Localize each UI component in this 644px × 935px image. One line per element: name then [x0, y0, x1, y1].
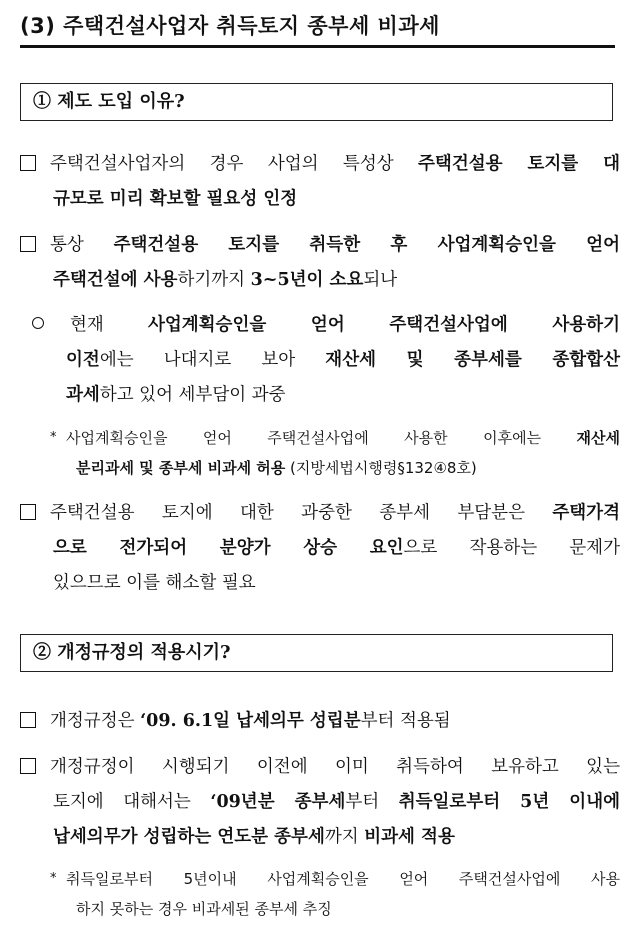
section2-heading-box: [20, 634, 613, 672]
asterisk-icon: *: [50, 430, 57, 445]
asterisk-icon: *: [50, 871, 57, 886]
s2-paragraph-2: 개정규정이 시행되기 이전에 이미 취득하여 보유하고 있는 토지에 대해서는 ‘09년분 종부세부터 취득일로부터 5년 이내에 납세의무가 성립하는 연도분 종부세까지 비과세 적용: [20, 750, 620, 855]
square-bullet-icon: [20, 504, 36, 520]
title-divider: [20, 45, 615, 48]
s1-paragraph-3: 현재 사업계획승인을 얻어 주택건설사업에 사용하기 이전에는 나대지로 보아 재산세 및 종부세를 종합합산 과세하고 있어 세부담이 과중: [20, 308, 620, 413]
section2-heading: ② 개정규정의 적용시기?: [33, 642, 231, 663]
page-title: (3) 주택건설사업자 취득토지 종부세 비과세: [20, 14, 440, 38]
s1-paragraph-2: 통상 주택건설용 토지를 취득한 후 사업계획승인을 얻어 주택건설에 사용하기까지 3~5년이 소요되나: [20, 228, 620, 298]
square-bullet-icon: [20, 236, 36, 252]
s2-paragraph-1: 개정규정은 ‘09. 6.1일 납세의무 성립분부터 적용됨: [20, 704, 620, 739]
square-bullet-icon: [20, 155, 36, 171]
s1-paragraph-1: 주택건설사업자의 경우 사업의 특성상 주택건설용 토지를 대 규모로 미리 확보할 필요성 인정: [20, 147, 620, 217]
circle-bullet-icon: [32, 317, 44, 329]
s1-note-1: * 사업계획승인을 얻어 주택건설사업에 사용한 이후에는 재산세 분리과세 및 종부세 비과세 허용 (지방세법시행령§132④8호): [50, 423, 620, 483]
section1-heading-box: [20, 83, 613, 121]
square-bullet-icon: [20, 712, 36, 728]
square-bullet-icon: [20, 758, 36, 774]
s2-note-1: * 취득일로부터 5년이내 사업계획승인을 얻어 주택건설사업에 사용 하지 못하는 경우 비과세된 종부세 추징: [50, 864, 620, 924]
s1-paragraph-4: 주택건설용 토지에 대한 과중한 종부세 부담분은 주택가격 으로 전가되어 분양가 상승 요인으로 작용하는 문제가 있으므로 이를 해소할 필요: [20, 496, 620, 601]
section1-heading: ① 제도 도입 이유?: [33, 91, 185, 112]
